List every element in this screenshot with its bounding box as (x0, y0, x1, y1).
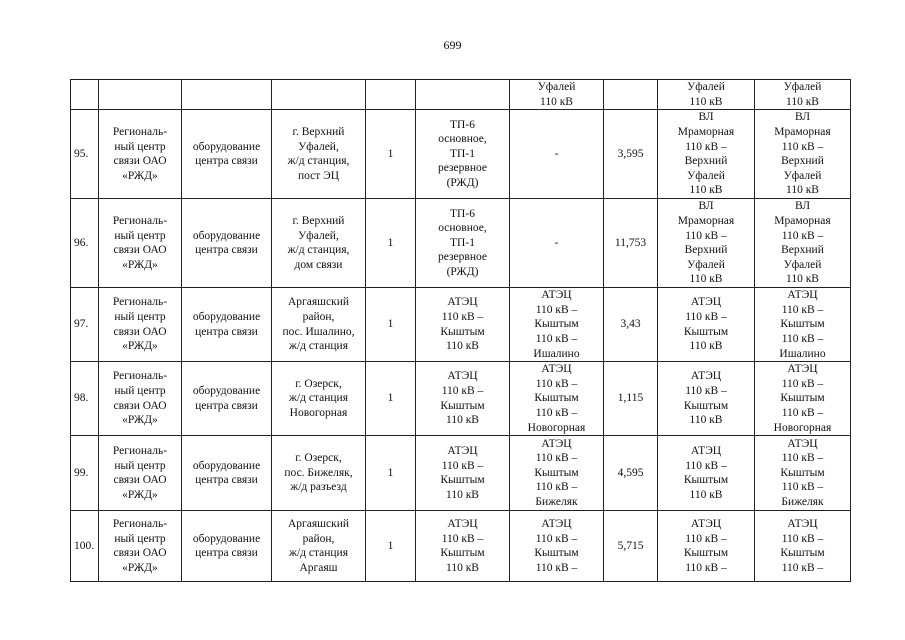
cell-top-line (510, 80, 604, 110)
cell-power-source (416, 436, 510, 511)
cell-line: г. Озерск, (295, 452, 342, 465)
cell-quantity: 1 (366, 110, 416, 199)
cell-line: ный центр (114, 385, 166, 398)
cell-line: центра связи (195, 325, 258, 338)
cell-line: оборудование (192, 140, 261, 153)
cell-line: 110 кВ – (781, 532, 824, 545)
cell-line: Кыштым (534, 392, 579, 405)
cell-line: 110 кВ – (441, 385, 484, 398)
cell-line: Мраморная (677, 126, 735, 138)
cell-organization (99, 436, 182, 511)
cell-line: ж/д станция (289, 392, 348, 405)
cell-supply-line-reserve (755, 288, 851, 362)
cell-line: «РЖД» (122, 488, 158, 501)
cell-line: (РЖД) (446, 177, 479, 190)
cell-line: резервное (438, 162, 487, 175)
cell-line: Аргаяшский (287, 296, 350, 309)
cell-length: 11,753 (604, 199, 658, 288)
cell-quantity: 1 (366, 199, 416, 288)
cell-line: 110 кВ (540, 95, 573, 108)
cell-line: ВЛ (794, 111, 811, 124)
table-row (71, 110, 851, 199)
cell-line: Региональ- (112, 126, 168, 138)
cell-line: Бижеляк (781, 496, 824, 509)
cell-line: Кыштым (534, 547, 579, 560)
cell-line: Кыштым (683, 399, 729, 412)
cell-line: Уфалей (783, 258, 822, 271)
cell-line: г. Верхний (292, 126, 345, 138)
cell-number: 98. (71, 362, 99, 436)
cell-line: пос. Бижеляк, (284, 466, 353, 479)
cell-line: 110 кВ – (781, 481, 824, 494)
cell-line: центра связи (195, 474, 258, 487)
cell-line: ж/д станция, (287, 244, 350, 257)
cell-line: 110 кВ – (685, 532, 727, 545)
cell-location (272, 110, 366, 199)
cell-line: Уфалей (687, 81, 725, 93)
cell-supply-line (510, 110, 604, 199)
cell-supply-line-main (658, 436, 755, 511)
cell-supply-line-main (658, 110, 755, 199)
cell-supply-line-main (658, 288, 755, 362)
cell-line: 110 кВ – (781, 452, 824, 465)
cell-line: 110 кВ (689, 95, 723, 108)
cell-line: 110 кВ – (441, 311, 484, 324)
cell-line: Кыштым (440, 474, 485, 487)
cell-line: ный центр (114, 311, 166, 324)
cell-line: Региональ- (112, 517, 168, 530)
cell-line: Аргаяш (299, 561, 338, 574)
cell-line: г. Озерск, (295, 377, 342, 390)
cell-line: 110 кВ – (685, 140, 727, 153)
cell-line: 110 кВ – (781, 229, 824, 242)
cell-line: связи ОАО (113, 474, 167, 487)
cell-line: район, (302, 311, 335, 324)
cell-line: АТЭЦ (787, 437, 818, 450)
cell-line: Ишалино (779, 347, 826, 360)
cell-line: Верхний (684, 155, 728, 168)
cell-number: 96. (71, 199, 99, 288)
cell-line: 110 кВ – (781, 377, 824, 390)
cell-line: основное, (438, 133, 487, 146)
cell-line: связи ОАО (113, 155, 167, 168)
cell-line: центра связи (195, 244, 258, 257)
cell-line: связи ОАО (113, 244, 167, 257)
cell-location (272, 288, 366, 362)
cell-line: Кыштым (440, 547, 485, 560)
cell-line: оборудование (192, 532, 261, 545)
cell-line: Региональ- (112, 215, 168, 227)
cell-line: ж/д разъезд (290, 481, 347, 494)
cell-line: центра связи (195, 547, 258, 560)
cell-line: оборудование (192, 311, 261, 324)
cell-line: ВЛ (698, 111, 714, 124)
cell-empty (99, 80, 182, 110)
cell-line: 110 кВ – (535, 561, 578, 574)
cell-line: оборудование (192, 459, 261, 472)
cell-supply-line (510, 199, 604, 288)
cell-line: ж/д станция (289, 547, 348, 560)
cell-power-source (416, 362, 510, 436)
cell-location (272, 436, 366, 511)
cell-line: Кыштым (683, 474, 729, 487)
cell-line: Уфалей (783, 81, 822, 93)
cell-line: 110 кВ – (685, 385, 727, 398)
cell-line: ж/д станция, (287, 155, 350, 168)
cell-power-source (416, 110, 510, 199)
cell-line: 110 кВ (446, 414, 479, 427)
cell-supply-line-main (658, 199, 755, 288)
cell-line: 110 кВ (786, 273, 819, 286)
cell-line: ж/д станция (289, 340, 348, 353)
cell-line: - (554, 236, 559, 249)
cell-quantity: 1 (366, 436, 416, 511)
cell-line: 110 кВ (786, 95, 819, 108)
cell-line: Новогорная (289, 406, 348, 419)
cell-empty (71, 80, 99, 110)
cell-empty (182, 80, 272, 110)
table-row (71, 436, 851, 511)
cell-supply-line-main (658, 362, 755, 436)
cell-empty (366, 80, 416, 110)
cell-line: связи ОАО (113, 399, 167, 412)
cell-length: 4,595 (604, 436, 658, 511)
cell-line: 110 кВ – (535, 452, 578, 465)
cell-line: АТЭЦ (787, 363, 818, 376)
cell-line: «РЖД» (122, 561, 158, 574)
cell-line: г. Верхний (292, 215, 345, 227)
cell-line: Новогорная (773, 421, 832, 434)
cell-location (272, 199, 366, 288)
cell-line: ный центр (114, 229, 166, 242)
cell-line: 110 кВ (689, 488, 723, 501)
cell-line: 110 кВ (446, 488, 479, 501)
cell-line: 110 кВ – (781, 561, 824, 574)
cell-length: 3,595 (604, 110, 658, 199)
cell-line: Верхний (781, 244, 824, 257)
cell-organization (99, 511, 182, 582)
cell-line: 110 кВ (689, 414, 723, 427)
table-row (71, 362, 851, 436)
cell-line: пос. Ишалино, (282, 325, 355, 338)
cell-line: Уфалей (537, 81, 576, 93)
cell-line: Кыштым (780, 547, 825, 560)
cell-line: Мраморная (677, 215, 735, 227)
cell-line: 110 кВ – (535, 377, 578, 390)
cell-line: связи ОАО (113, 325, 167, 338)
cell-line: АТЭЦ (690, 444, 722, 457)
cell-top-c8 (658, 80, 755, 110)
cell-line: «РЖД» (122, 414, 158, 427)
cell-line: (РЖД) (446, 266, 479, 279)
cell-line: Уфалей (687, 258, 725, 271)
cell-line: АТЭЦ (690, 517, 722, 530)
cell-line: ТП-6 (450, 118, 475, 131)
cell-line: ТП-1 (450, 236, 475, 249)
cell-length: 1,115 (604, 362, 658, 436)
cell-line: ВЛ (794, 200, 811, 213)
cell-line: Кыштым (780, 318, 825, 331)
cell-supply-line-reserve (755, 511, 851, 582)
cell-line: ТП-1 (450, 147, 475, 160)
cell-line: ВЛ (698, 200, 714, 213)
cell-line: 110 кВ – (441, 459, 484, 472)
table-row (71, 511, 851, 582)
cell-organization (99, 110, 182, 199)
cell-number: 95. (71, 110, 99, 199)
cell-line: Бижеляк (535, 496, 578, 509)
cell-line: 110 кВ (786, 184, 819, 197)
cell-line: АТЭЦ (447, 296, 478, 309)
cell-line: АТЭЦ (541, 289, 572, 302)
cell-number: 99. (71, 436, 99, 511)
cell-line: ный центр (114, 459, 166, 472)
cell-line: АТЭЦ (787, 517, 818, 530)
cell-number: 100. (71, 511, 99, 582)
cell-line: оборудование (192, 229, 261, 242)
cell-length: 5,715 (604, 511, 658, 582)
cell-line: Кыштым (440, 399, 485, 412)
cell-line: 110 кВ (689, 273, 723, 286)
cell-equipment (182, 288, 272, 362)
cell-organization (99, 362, 182, 436)
cell-power-source (416, 511, 510, 582)
cell-line: Ишалино (533, 347, 580, 360)
cell-empty (416, 80, 510, 110)
table-row (71, 199, 851, 288)
cell-line: АТЭЦ (690, 370, 722, 383)
cell-line: 110 кВ – (685, 459, 727, 472)
cell-line: Региональ- (112, 370, 168, 383)
cell-line: 110 кВ – (685, 229, 727, 242)
cell-line: резервное (438, 251, 487, 264)
cell-line: ТП-6 (450, 207, 475, 220)
cell-line: 110 кВ – (441, 532, 484, 545)
cell-supply-line (510, 288, 604, 362)
cell-line: основное, (438, 222, 487, 235)
cell-line: центра связи (195, 399, 258, 412)
cell-line: АТЭЦ (447, 444, 478, 457)
cell-line: АТЭЦ (447, 517, 478, 530)
cell-organization (99, 288, 182, 362)
cell-line: 110 кВ (689, 184, 723, 197)
cell-line: 110 кВ – (781, 406, 824, 419)
cell-line: - (554, 147, 559, 160)
cell-empty (272, 80, 366, 110)
cell-line: АТЭЦ (447, 370, 478, 383)
cell-line: Мраморная (774, 215, 831, 227)
cell-line: Региональ- (112, 444, 168, 457)
cell-line: «РЖД» (122, 340, 158, 353)
cell-line: 110 кВ – (781, 303, 824, 316)
cell-line: Региональ- (112, 296, 168, 309)
cell-empty (604, 80, 658, 110)
cell-line: 110 кВ – (685, 561, 727, 574)
cell-organization (99, 199, 182, 288)
cell-line: Кыштым (534, 318, 579, 331)
cell-supply-line-reserve (755, 362, 851, 436)
cell-supply-line-reserve (755, 436, 851, 511)
cell-line: 110 кВ (446, 340, 479, 353)
cell-line: Кыштым (683, 547, 729, 560)
cell-equipment (182, 110, 272, 199)
cell-line: Мраморная (774, 126, 831, 138)
cell-quantity: 1 (366, 288, 416, 362)
cell-line: 110 кВ – (535, 332, 578, 345)
cell-line: Новогорная (527, 421, 586, 434)
cell-quantity: 1 (366, 511, 416, 582)
cell-equipment (182, 511, 272, 582)
cell-supply-line-reserve (755, 110, 851, 199)
cell-line: АТЭЦ (541, 517, 572, 530)
cell-line: АТЭЦ (541, 437, 572, 450)
cell-line: Уфалей, (298, 140, 339, 153)
cell-line: Уфалей (783, 169, 822, 182)
cell-line: 110 кВ – (535, 406, 578, 419)
cell-line: ный центр (114, 532, 166, 545)
cell-top-c9 (755, 80, 851, 110)
cell-length: 3,43 (604, 288, 658, 362)
page-number: 699 (443, 38, 462, 52)
cell-line: Уфалей, (298, 229, 339, 242)
cell-number: 97. (71, 288, 99, 362)
cell-line: 110 кВ – (781, 140, 824, 153)
cell-line: Уфалей (687, 169, 725, 182)
cell-supply-line (510, 436, 604, 511)
cell-line: центра связи (195, 155, 258, 168)
cell-line: 110 кВ – (781, 332, 824, 345)
table-row (71, 288, 851, 362)
cell-power-source (416, 288, 510, 362)
cell-line: 110 кВ – (535, 481, 578, 494)
cell-line: 110 кВ – (685, 311, 727, 324)
cell-line: Аргаяшский (287, 517, 350, 530)
cell-line: АТЭЦ (787, 289, 818, 302)
cell-line: оборудование (192, 385, 261, 398)
cell-line: Верхний (684, 244, 728, 257)
cell-line: Кыштым (780, 466, 825, 479)
cell-line: 110 кВ (446, 561, 479, 574)
cell-supply-line (510, 362, 604, 436)
cell-line: АТЭЦ (690, 296, 722, 309)
cell-line: Кыштым (440, 325, 485, 338)
cell-line: Кыштым (683, 325, 729, 338)
cell-quantity: 1 (366, 362, 416, 436)
cell-line: «РЖД» (122, 258, 158, 271)
cell-line: связи ОАО (113, 547, 167, 560)
cell-line: 110 кВ (689, 340, 723, 353)
cell-supply-line-main (658, 511, 755, 582)
table-row-continuation (71, 80, 851, 110)
cell-location (272, 362, 366, 436)
power-supply-table (70, 79, 851, 582)
cell-line: Кыштым (780, 392, 825, 405)
cell-equipment (182, 436, 272, 511)
cell-line: АТЭЦ (541, 363, 572, 376)
cell-line: Кыштым (534, 466, 579, 479)
cell-equipment (182, 362, 272, 436)
cell-line: «РЖД» (122, 169, 158, 182)
cell-location (272, 511, 366, 582)
cell-supply-line (510, 511, 604, 582)
cell-supply-line-reserve (755, 199, 851, 288)
cell-line: 110 кВ – (535, 303, 578, 316)
cell-line: Верхний (781, 155, 824, 168)
cell-line: 110 кВ – (535, 532, 578, 545)
cell-line: район, (302, 532, 335, 545)
cell-line: дом связи (294, 258, 343, 271)
cell-equipment (182, 199, 272, 288)
cell-power-source (416, 199, 510, 288)
cell-line: ный центр (114, 140, 166, 153)
cell-line: пост ЭЦ (297, 169, 340, 182)
